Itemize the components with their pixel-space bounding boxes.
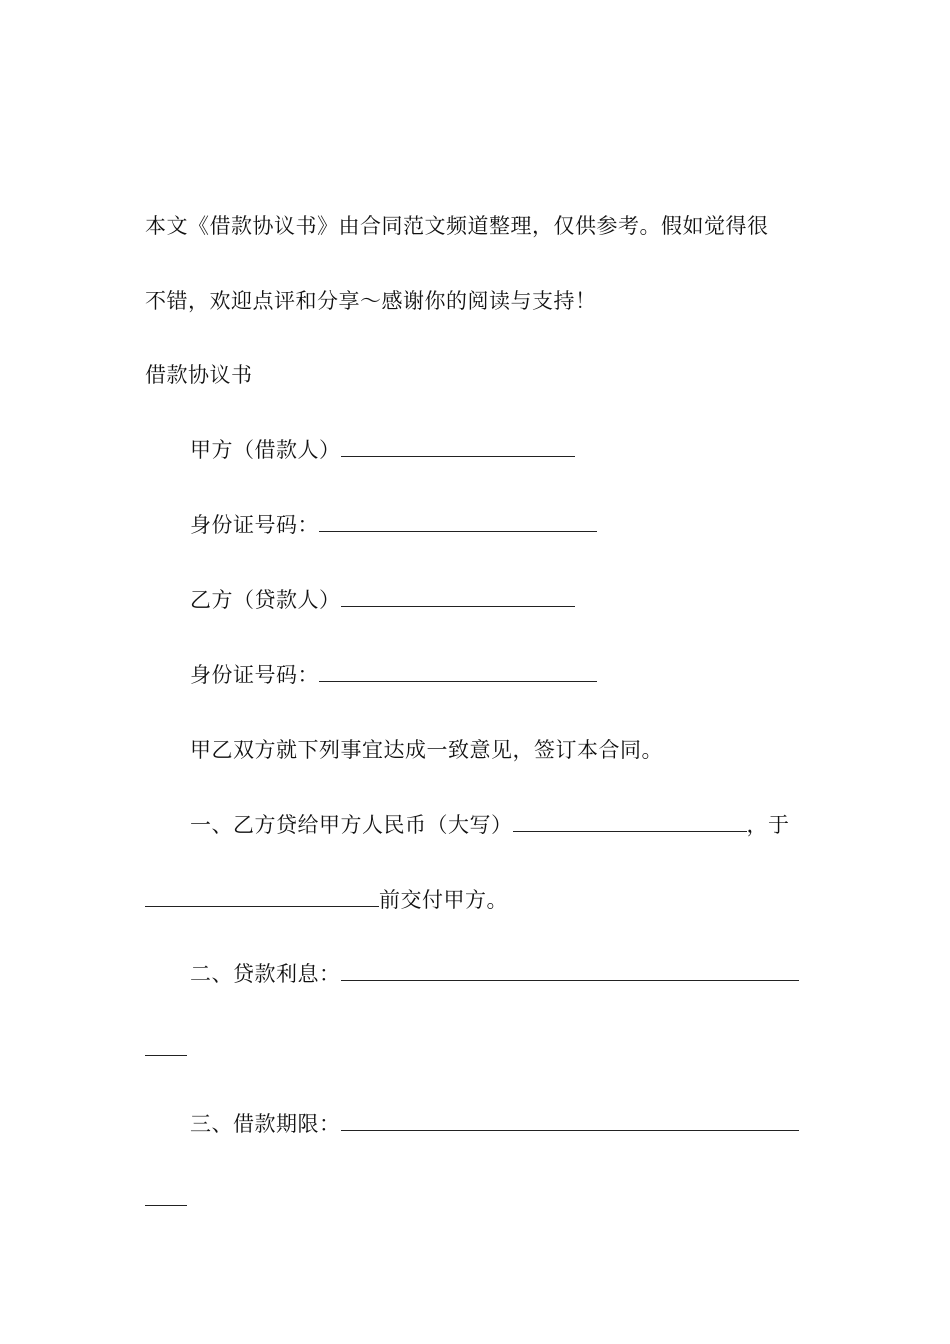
clause-1-continuation <box>145 886 508 914</box>
clause-1-row <box>190 811 790 839</box>
clause-3-continuation <box>145 1185 187 1213</box>
intro-line-1 <box>145 212 769 240</box>
clause-1-date-blank[interactable] <box>145 888 379 907</box>
party-a-blank[interactable] <box>341 438 575 457</box>
clause-1-prefix: 一、乙方贷给甲方人民币（大写） <box>190 813 513 837</box>
clause-3-blank-continued[interactable] <box>145 1187 187 1206</box>
document-title <box>145 361 253 389</box>
agreement-row <box>190 736 663 764</box>
party-b-label: 乙方（贷款人） <box>190 588 341 612</box>
id-b-row <box>190 661 597 689</box>
party-a-row <box>190 436 575 464</box>
clause-3-label: 三、借款期限： <box>190 1112 341 1136</box>
clause-3-blank[interactable] <box>341 1112 799 1131</box>
clause-3-row <box>190 1110 799 1138</box>
clause-2-continuation <box>145 1035 187 1063</box>
clause-1-suffix: 前交付甲方。 <box>379 888 508 912</box>
clause-2-row <box>190 960 799 988</box>
clause-2-blank[interactable] <box>341 962 799 981</box>
intro-text-1: 本文《借款协议书》由合同范文频道整理，仅供参考。假如觉得很 <box>145 214 769 238</box>
id-a-label: 身份证号码： <box>190 513 319 537</box>
clause-1-amount-blank[interactable] <box>513 813 747 832</box>
id-a-row <box>190 511 597 539</box>
clause-2-label: 二、贷款利息： <box>190 962 341 986</box>
id-b-label: 身份证号码： <box>190 663 319 687</box>
id-a-blank[interactable] <box>319 513 597 532</box>
party-b-blank[interactable] <box>341 588 575 607</box>
intro-text-2: 不错，欢迎点评和分享～感谢你的阅读与支持！ <box>145 289 597 313</box>
agreement-text: 甲乙双方就下列事宜达成一致意见，签订本合同。 <box>190 738 663 762</box>
intro-line-2 <box>145 287 597 315</box>
id-b-blank[interactable] <box>319 663 597 682</box>
document-title-text: 借款协议书 <box>145 363 253 387</box>
party-b-row <box>190 586 575 614</box>
party-a-label: 甲方（借款人） <box>190 438 341 462</box>
clause-1-middle: ，于 <box>746 813 790 837</box>
clause-2-blank-continued[interactable] <box>145 1037 187 1056</box>
